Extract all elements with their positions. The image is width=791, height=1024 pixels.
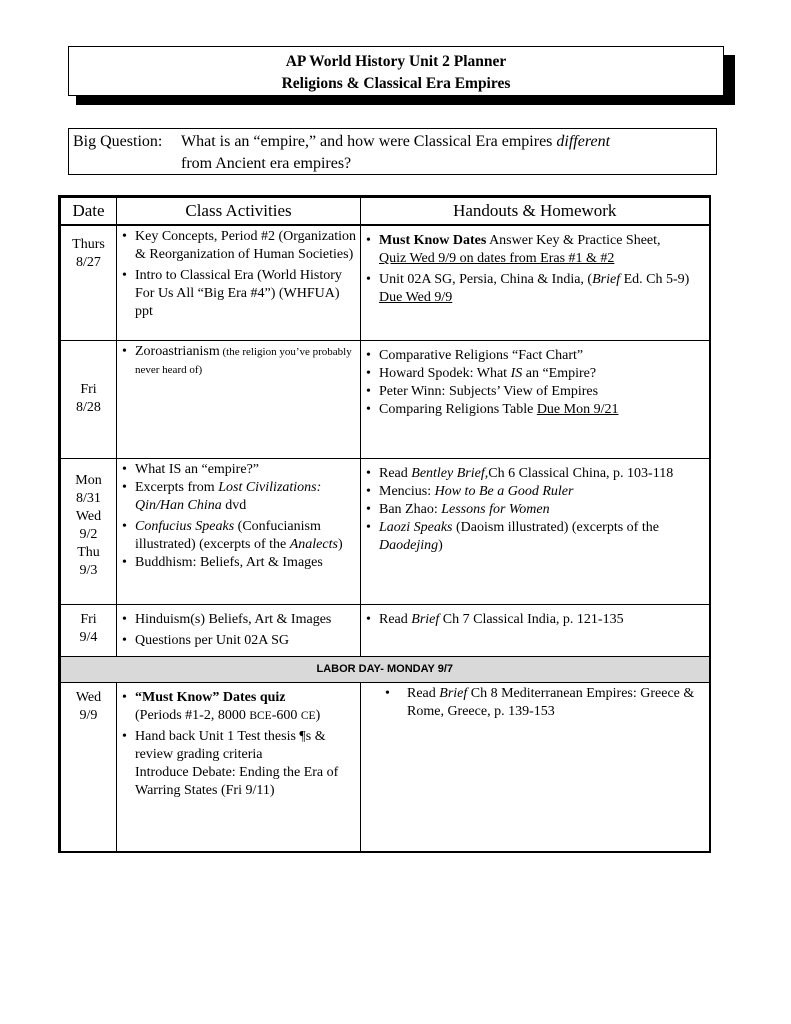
big-question-line1 bbox=[181, 131, 610, 153]
list-item bbox=[361, 271, 707, 307]
text: (Confucianism illustrated) (excerpts of the bbox=[135, 518, 321, 552]
list-item bbox=[361, 501, 707, 519]
activities-cell bbox=[117, 604, 361, 656]
text: (Periods #1-2, 8000 bbox=[135, 707, 250, 723]
text: -600 bbox=[271, 707, 301, 723]
list-item bbox=[361, 519, 707, 555]
activities-cell bbox=[117, 682, 361, 852]
italic-text: Brief bbox=[592, 272, 621, 287]
table-row bbox=[60, 225, 710, 340]
big-question-emphasis: different bbox=[556, 133, 611, 150]
date-cell bbox=[60, 682, 117, 852]
date-cell bbox=[60, 340, 117, 458]
date-line: 9/2 bbox=[79, 526, 98, 542]
list-item bbox=[117, 343, 358, 379]
italic-text: Daodejing bbox=[379, 537, 439, 553]
due-text: Due Mon 9/21 bbox=[536, 401, 619, 417]
text: Read bbox=[379, 611, 412, 627]
text: Mencius: bbox=[379, 483, 435, 499]
due-text: Quiz Wed 9/9 on dates from Eras #1 & #2 bbox=[379, 251, 615, 266]
italic-text: Laozi Speaks bbox=[379, 519, 453, 535]
list-item-plain: Introduce Debate: Ending the Era of Warring States (Fri 9/11) bbox=[135, 764, 339, 798]
list-item bbox=[117, 689, 358, 725]
header-date: Date bbox=[60, 197, 117, 226]
big-question-text: What is an “empire,” and how were Classical Era empires bbox=[181, 133, 557, 150]
list-item: • What IS an “empire?” bbox=[117, 461, 358, 479]
page-subtitle: Religions & Classical Era Empires bbox=[281, 75, 511, 92]
italic-text: Analects bbox=[289, 536, 338, 552]
homework-cell bbox=[361, 682, 710, 852]
text: ) bbox=[315, 707, 321, 723]
list-item: • Comparative Religions “Fact Chart” bbox=[361, 347, 707, 365]
text: ) bbox=[337, 536, 343, 552]
date-line: Fri bbox=[80, 611, 97, 627]
italic-text: How to Be a Good Ruler bbox=[434, 483, 574, 499]
table-header-row bbox=[60, 197, 710, 226]
text: Ban Zhao: bbox=[379, 501, 442, 517]
text: Excerpts from bbox=[135, 479, 219, 495]
homework-cell bbox=[361, 225, 710, 340]
date-cell bbox=[60, 604, 117, 656]
date-line: 8/31 bbox=[76, 490, 101, 506]
date-line: Mon bbox=[75, 472, 102, 488]
text: Zoroastrianism bbox=[135, 343, 220, 359]
planner-table bbox=[58, 195, 711, 853]
list-item bbox=[361, 483, 707, 501]
big-question-label: Big Question: bbox=[73, 133, 163, 150]
text: Ch 7 Classical India, p. 121-135 bbox=[439, 611, 624, 627]
table-row bbox=[60, 458, 710, 604]
italic-text: Confucius Speaks bbox=[135, 518, 235, 534]
table-row bbox=[60, 682, 710, 852]
text: Read bbox=[407, 685, 440, 701]
text: Ch 6 Classical China, p. 103-118 bbox=[488, 465, 674, 481]
text: Unit 02A SG, Persia, China & India, ( bbox=[379, 272, 593, 287]
list-item: • Hand back Unit 1 Test thesis ¶s & review grading criteria bbox=[117, 728, 358, 764]
holiday-label: LABOR DAY- MONDAY 9/7 bbox=[60, 656, 710, 682]
list-item bbox=[361, 611, 707, 629]
date-cell bbox=[60, 225, 117, 340]
date-line: Thu bbox=[77, 544, 100, 560]
activities-cell bbox=[117, 340, 361, 458]
italic-text: Brief bbox=[411, 611, 440, 627]
header-homework: Handouts & Homework bbox=[361, 197, 710, 226]
list-item bbox=[117, 518, 358, 554]
small-text: (the religion you’ve probably never heard of) bbox=[135, 345, 352, 376]
homework-cell bbox=[361, 458, 710, 604]
italic-text: IS bbox=[510, 365, 523, 381]
text: Read bbox=[379, 465, 412, 481]
list-item: • Buddhism: Beliefs, Art & Images bbox=[117, 554, 358, 572]
table-row bbox=[60, 340, 710, 458]
list-item bbox=[117, 479, 358, 515]
text: Answer Key & Practice Sheet, bbox=[486, 233, 661, 248]
table-row bbox=[60, 604, 710, 656]
text: Howard Spodek: What bbox=[379, 365, 511, 381]
date-line: Thurs bbox=[72, 237, 105, 252]
text: dvd bbox=[221, 497, 247, 513]
header-activities: Class Activities bbox=[117, 197, 361, 226]
text: an “Empire? bbox=[522, 365, 597, 381]
italic-text: Lessons for Women bbox=[441, 501, 550, 517]
list-item bbox=[361, 232, 707, 268]
small-caps-text: CE bbox=[300, 709, 316, 722]
activities-cell bbox=[117, 458, 361, 604]
text: ) bbox=[438, 537, 443, 553]
small-caps-text: BCE bbox=[249, 709, 272, 722]
due-text: Due Wed 9/9 bbox=[379, 290, 453, 305]
date-line: Wed bbox=[75, 508, 102, 524]
date-line: Fri bbox=[80, 381, 97, 397]
big-question-line2: from Ancient era empires? bbox=[181, 155, 352, 172]
date-line: 8/27 bbox=[76, 255, 101, 270]
italic-text: Brief bbox=[439, 685, 468, 701]
homework-cell bbox=[361, 604, 710, 656]
text: Ch 8 Mediterranean Empires: Greece & Rome, Greece, p. 139-153 bbox=[407, 685, 695, 719]
page-title: AP World History Unit 2 Planner bbox=[285, 53, 507, 70]
list-item: • Peter Winn: Subjects’ View of Empires bbox=[361, 383, 707, 401]
list-item bbox=[361, 685, 707, 721]
italic-text: Lost Civilizations: Qin/Han China bbox=[135, 479, 322, 513]
list-item: • Questions per Unit 02A SG bbox=[117, 632, 358, 650]
bold-text: “Must Know” Dates quiz bbox=[135, 689, 286, 705]
date-line: 9/9 bbox=[79, 707, 98, 723]
italic-text: Bentley Brief, bbox=[411, 465, 489, 481]
bold-text: Must Know Dates bbox=[379, 233, 487, 248]
text: Comparing Religions Table bbox=[379, 401, 537, 417]
date-line: 9/3 bbox=[79, 562, 98, 578]
date-line: 8/28 bbox=[76, 399, 101, 415]
list-item bbox=[361, 365, 707, 383]
holiday-row bbox=[60, 656, 710, 682]
list-item bbox=[361, 401, 707, 419]
title-box bbox=[68, 46, 724, 96]
list-item: • Hinduism(s) Beliefs, Art & Images bbox=[117, 611, 358, 629]
big-question-box bbox=[68, 128, 717, 175]
list-item bbox=[361, 465, 707, 483]
date-cell bbox=[60, 458, 117, 604]
list-item: • Key Concepts, Period #2 (Organization & Reorganization of Human Societies) bbox=[117, 228, 358, 264]
text: (Daoism illustrated) (excerpts of the bbox=[452, 519, 659, 535]
activities-cell bbox=[117, 225, 361, 340]
text: Ed. Ch 5-9) bbox=[620, 272, 690, 287]
date-line: 9/4 bbox=[79, 629, 98, 645]
list-item: • Intro to Classical Era (World History For Us All “Big Era #4”) (WHFUA) ppt bbox=[117, 267, 358, 321]
homework-cell bbox=[361, 340, 710, 458]
date-line: Wed bbox=[75, 689, 102, 705]
